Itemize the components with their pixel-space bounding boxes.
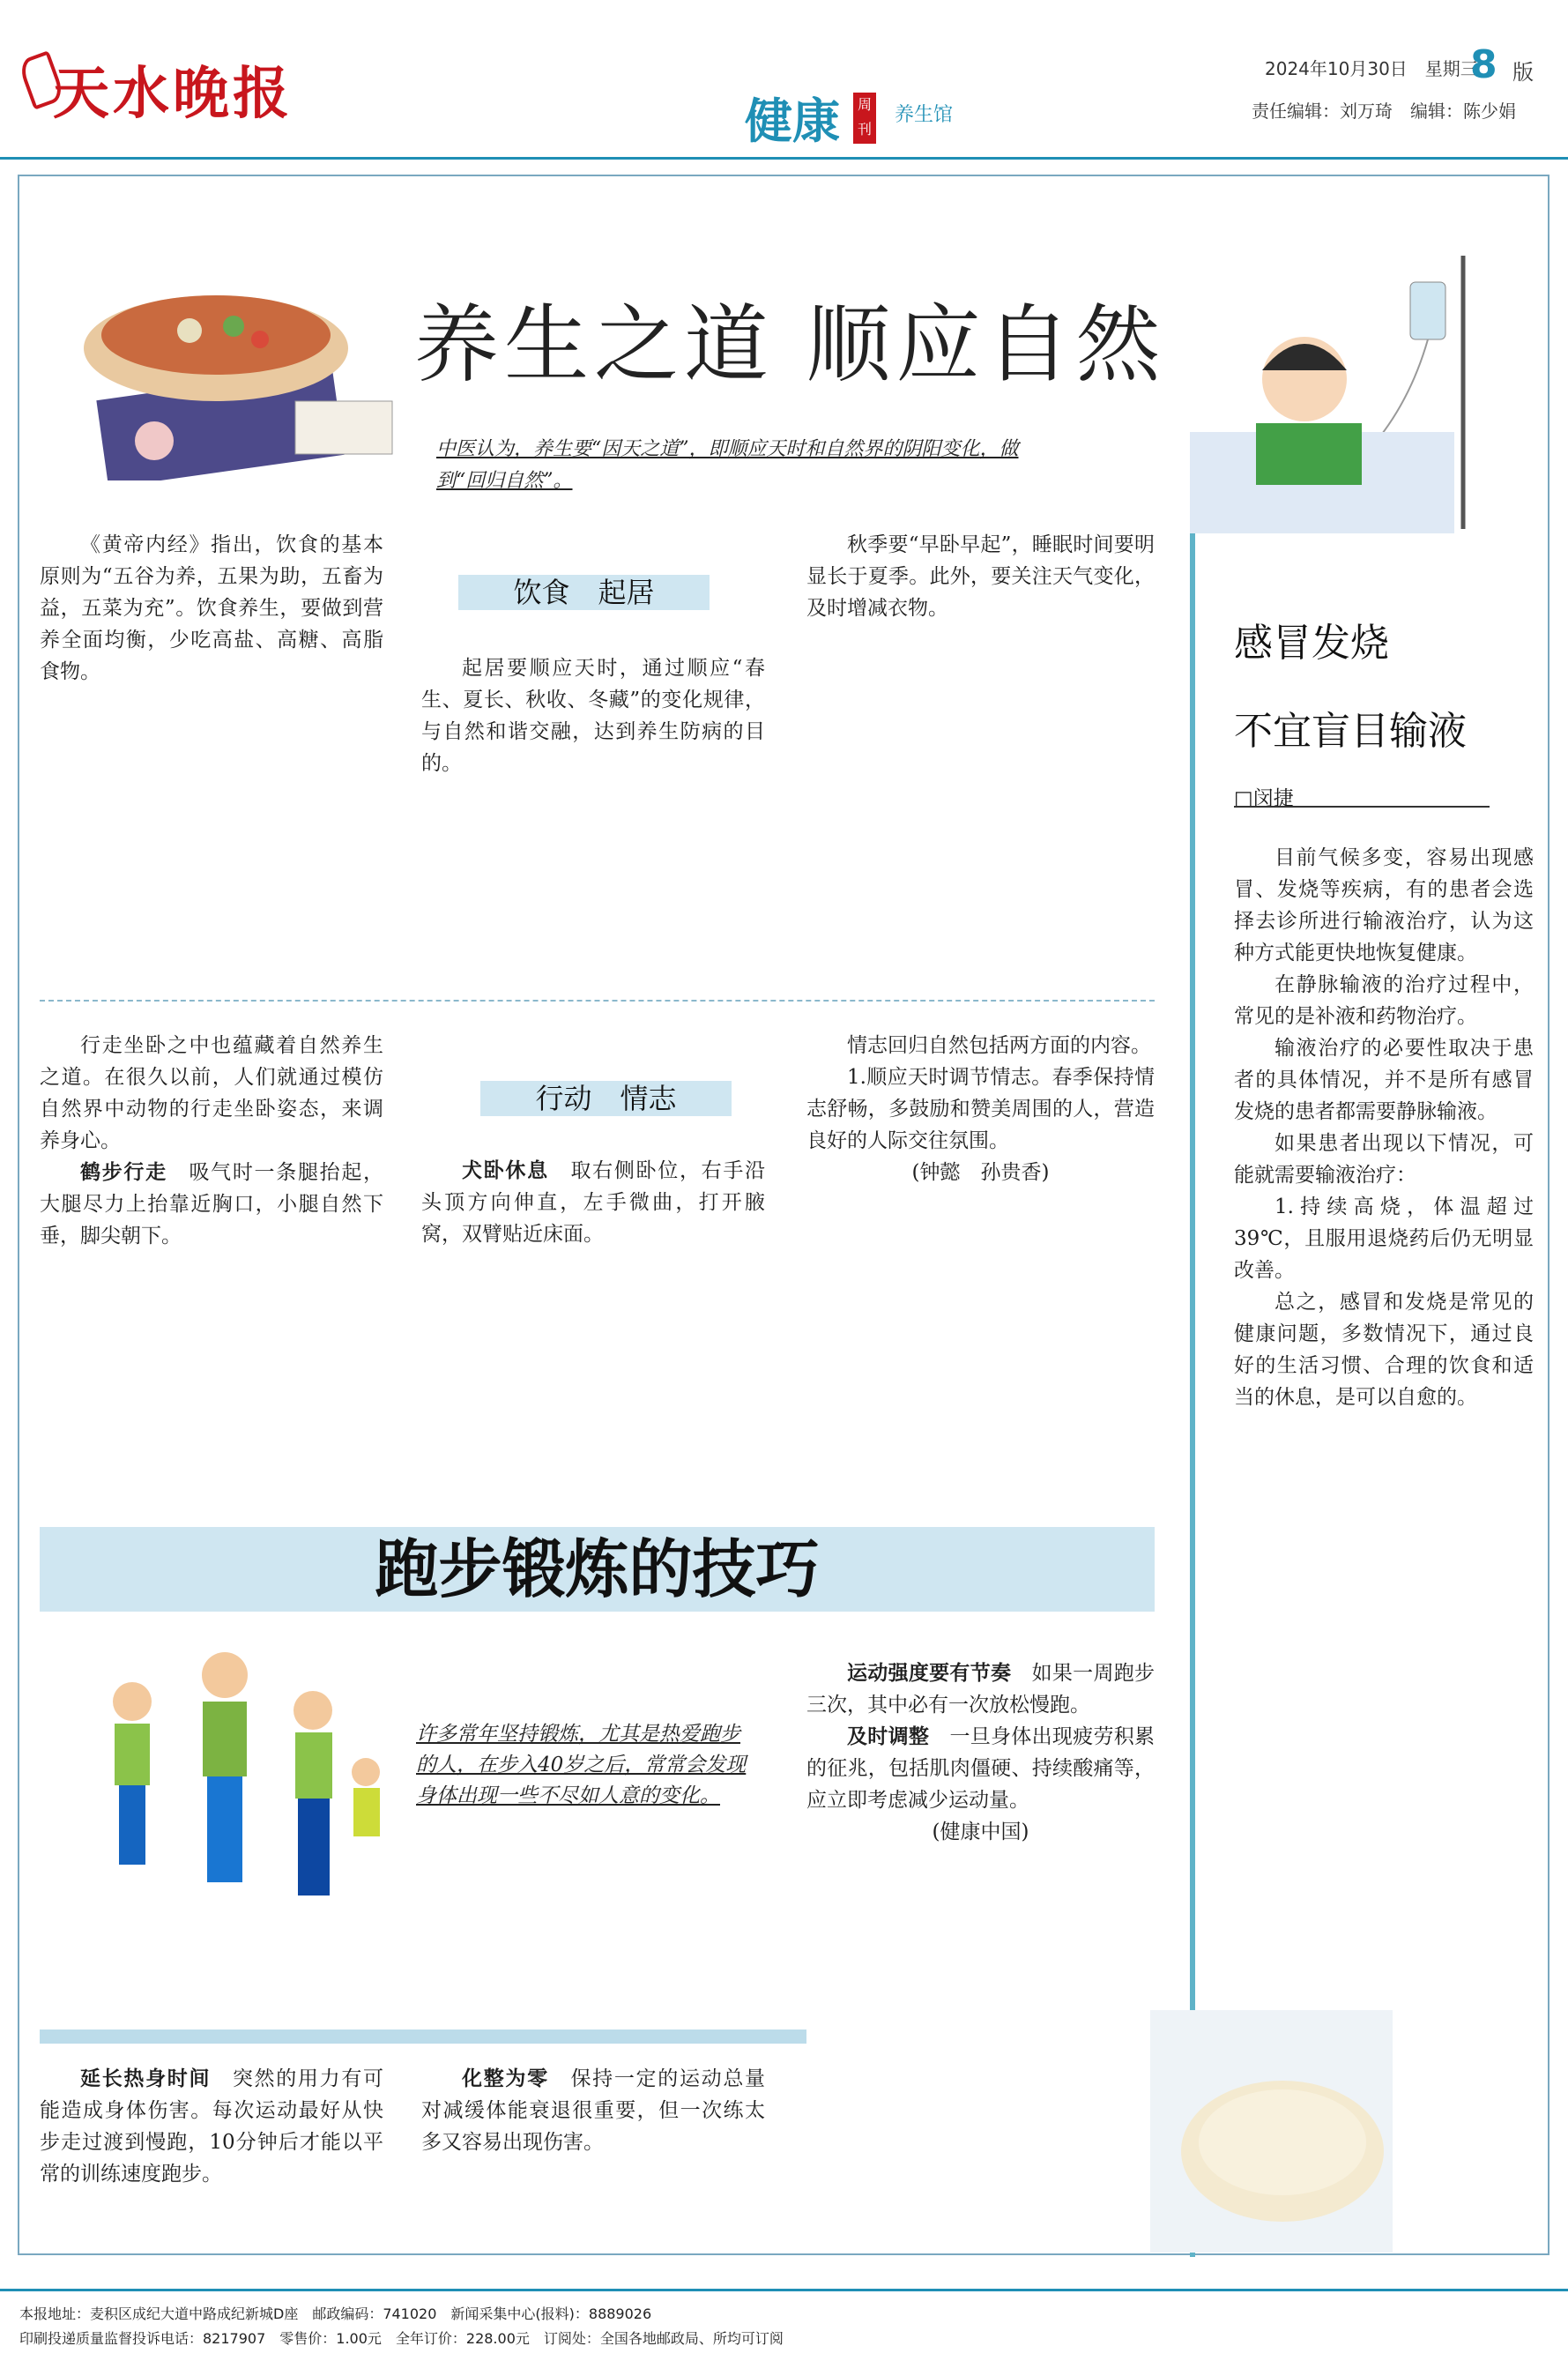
article3-byline: □闵捷 [1234,787,1294,810]
intensity-text: 如果一周跑步三次，其中必有一次放松慢跑。 [806,1662,1156,1717]
article1-crane-paragraph [40,1157,383,1252]
split-label: 化整为零 [462,2067,549,2090]
warmup-label: 延长热身时间 [80,2067,212,2090]
article3-title-line1: 感冒发烧 [1234,621,1389,666]
dateline [1265,55,1478,80]
article1-author: (钟懿 孙贵香) [911,1161,1050,1184]
article3-body [1234,842,1534,1413]
editors: 责任编辑：刘万琦 编辑：陈少娟 [1252,101,1516,122]
article3-paragraph-5: 总之，感冒和发烧是常见的健康问题，多数情况下，通过良好的生活习惯、合理的饮食和适当的休息，是可以自愈的。 [1234,1291,1534,1409]
article1-autumn-paragraph: 秋季要“早卧早起”，睡眠时间要明显长于夏季。此外，要关注天气变化，及时增减衣物。 [806,533,1155,620]
article1-subhead-diet: 饮食 起居 [458,575,710,610]
article2-column2 [421,2063,765,2158]
crane-walk-text: 吸气时一条腿抬起，大腿尽力上抬靠近胸口，小腿自然下垂，脚尖朝下。 [40,1161,384,1248]
page-word: 版 [1512,60,1534,85]
article3-paragraph-3: 输液治疗的必要性取决于患者的具体情况，并不是所有感冒发烧的患者都需要静脉输液。 [1234,1037,1534,1123]
article2-title: 跑步锻炼的技巧 [40,1527,1155,1612]
article2-divider-strip [40,2030,806,2044]
footer-line-1: 本报地址：麦积区成纪大道中路成纪新城D座 邮政编码：741020 新闻采集中心(报料)：8889026 [19,2305,652,2322]
top-rule [0,157,1568,160]
article3-paragraph-2: 在静脉输液的治疗过程中，常见的是补液和药物治疗。 [1234,973,1534,1028]
warmup-text: 突然的用力有可能造成身体伤害。每次运动最好从快步走过渡到慢跑，10分钟后才能以平常的训练速度跑步。 [40,2067,384,2186]
article3-item-1: 1.持续高烧，体温超过39℃，且服用退烧药后仍无明显改善。 [1234,1195,1534,1282]
article1-title: 养生之道 顺应自然 [414,295,1166,394]
adjust-paragraph [806,1721,1155,1816]
article1-column3 [806,529,1155,624]
article2-column3 [806,1657,1155,1848]
article1-column5 [421,1155,765,1250]
dog-rest-label: 犬卧休息 [462,1159,549,1182]
adjust-label: 及时调整 [847,1725,930,1748]
article3-paragraph-1: 目前气候多变，容易出现感冒、发烧等疾病，有的患者会选择去诊所进行输液治疗，认为这种方式能更快地恢复健康。 [1234,846,1534,965]
section-title: 健康 [745,93,840,149]
article3-byline-rule [1234,806,1490,808]
warmup-paragraph [40,2063,383,2190]
article2-lede: 许多常年坚持锻炼，尤其是热爱跑步的人，在步入40岁之后，常常会发现身体出现一些不尽如人意的变化。 [416,1723,747,1807]
issue-date: 2024年10月30日 [1265,58,1408,79]
adjust-text: 一旦身体出现疲劳积累的征兆，包括肌肉僵硬、持续酸痛等，应立即考虑减少运动量。 [806,1725,1156,1812]
article1-emotion-item: 1.顺应天时调节情志。春季保持情志舒畅，多鼓励和赞美周围的人，营造良好的人际交往氛围。 [806,1066,1155,1152]
footer-line-2: 印刷投递质量监督投诉电话：8217907 零售价：1.00元 全年订价：228.00元 订阅处：全国各地邮政局、所均可订阅 [19,2330,784,2347]
article1-routine-paragraph: 起居要顺应天时，通过顺应“春生、夏长、秋收、冬藏”的变化规律，与自然和谐交融，达到养生防病的目的。 [421,657,765,775]
article1-lede: 中医认为，养生要“因天之道”，即顺应天时和自然界的阴阳变化，做到“回归自然”。 [436,438,1019,492]
hotpot-illustration-icon [40,251,410,480]
issue-weekday: 星期三 [1424,58,1478,79]
runners-illustration-icon [48,1640,401,1957]
article1-column6 [806,1030,1155,1188]
intensity-label: 运动强度要有节奏 [847,1662,1012,1685]
article1-subhead-action: 行动 情志 [480,1081,732,1116]
section-subtitle: 养生馆 [895,104,954,126]
split-text: 保持一定的运动总量对减缓体能衰退很重要，但一次练太多又容易出现伤害。 [421,2067,766,2154]
article1-column4 [40,1030,383,1252]
page-number: 8 [1470,42,1497,87]
paper-name: 天水晚报 [53,61,293,127]
soup-bowl-photo-icon [1150,2010,1393,2253]
intensity-paragraph [806,1657,1155,1721]
article2-author: (健康中国) [932,1821,1029,1843]
article3-paragraph-4: 如果患者出现以下情况，可能就需要输液治疗： [1234,1132,1534,1187]
sidebar-rule [1190,529,1195,2257]
article1-motion-paragraph: 行走坐卧之中也蕴藏着自然养生之道。在很久以前，人们就通过模仿自然界中动物的行走坐卧姿态，来调养身心。 [40,1034,383,1152]
split-paragraph [421,2063,765,2158]
article1-diet-paragraph: 《黄帝内经》指出，饮食的基本原则为“五谷为养，五果为助，五畜为益，五菜为充”。饮食养生，要做到营养全面均衡，少吃高盐、高糖、高脂食物。 [40,533,383,683]
article1-emotion-paragraph: 情志回归自然包括两方面的内容。 [847,1034,1151,1057]
article3-title-line2: 不宜盲目输液 [1234,709,1467,754]
article2-column1 [40,2063,383,2190]
section-badge: 周刊 [853,93,876,144]
footer-rule [0,2289,1568,2291]
article3-title [1234,600,1467,776]
crane-walk-label: 鹤步行走 [80,1161,167,1184]
article1-dog-paragraph [421,1155,765,1250]
article1-column1 [40,529,383,688]
article1-column2 [421,652,765,779]
iv-patient-illustration-icon [1172,256,1542,533]
dog-rest-text: 取右侧卧位，右手沿头顶方向伸直，左手微曲，打开腋窝，双臂贴近床面。 [421,1159,766,1246]
dashed-divider [40,1000,1155,1002]
